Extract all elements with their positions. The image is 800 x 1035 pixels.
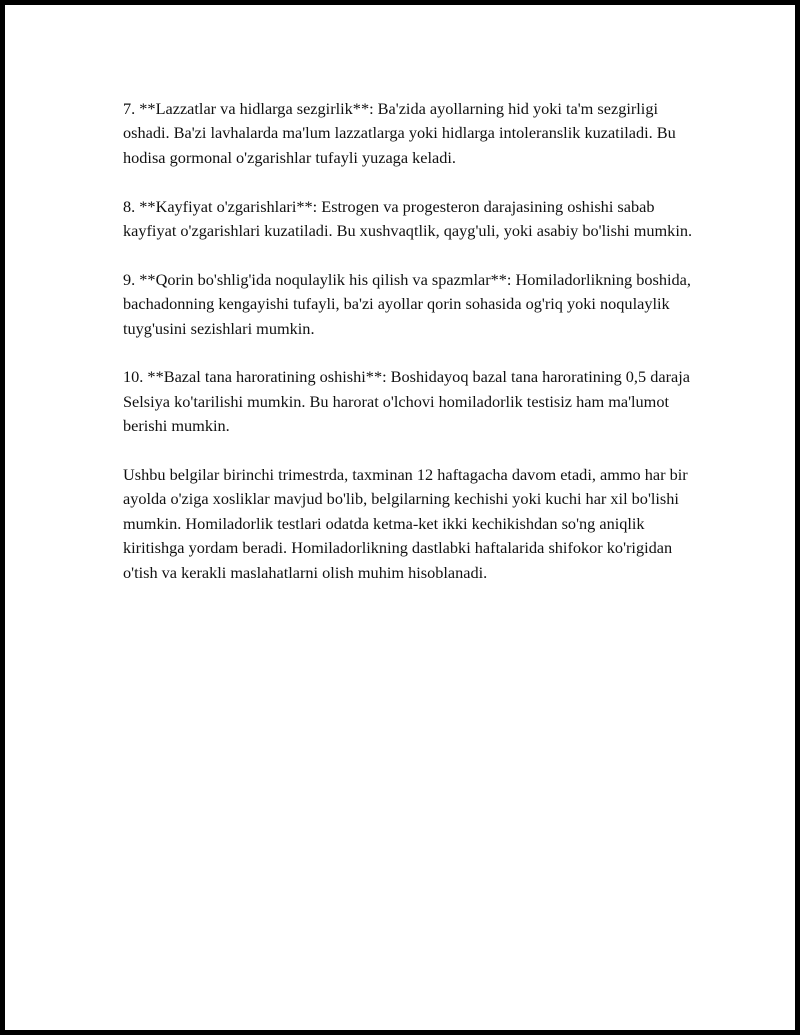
paragraph-summary: Ushbu belgilar birinchi trimestrda, taxminan 12 haftagacha davom etadi, ammo har bir ayolda o'ziga xosliklar mavjud bo'lib, belgilarning kechishi yoki kuchi har xil bo'lishi mumkin. Homiladorlik testlari odatda ketma-ket ikki kechikishdan so'ng aniqlik kiritishga yordam beradi. Homiladorlikning dastlabki haftalarida shifokor ko'rigidan o'tish va kerakli maslahatlarni olish muhim hisoblanadi. [123, 465, 688, 582]
paragraph-item-10: 10. **Bazal tana haroratining oshishi**: Boshidayoq bazal tana haroratining 0,5 daraja Selsiya ko'tarilishi mumkin. Bu harorat o'lchovi homiladorlik testisiz ham ma'lumot berishi mumkin. [123, 367, 690, 436]
document-body [123, 97, 695, 609]
paragraph-item-9: 9. **Qorin bo'shlig'ida noqulaylik his qilish va spazmlar**: Homiladorlikning boshida, bachadonning kengayishi tufayli, ba'zi ayollar qorin sohasida og'riq yoki noqulaylik tuyg'usini sezishlari mumkin. [123, 269, 691, 338]
paragraph-item-8: 8. **Kayfiyat o'zgarishlari**: Estrogen va progesteron darajasining oshishi sabab kayfiyat o'zgarishlari kuzatiladi. Bu xushvaqtlik, qayg'uli, yoki asabiy bo'lishi mumkin. [123, 196, 693, 241]
paragraph-item-7: 7. **Lazzatlar va hidlarga sezgirlik**: Ba'zida ayollarning hid yoki ta'm sezgirligi oshadi. Ba'zi lavhalarda ma'lum lazzatlarga yoki hidlarga intoleranslik kuzatiladi. Bu hodisa gormonal o'zgarishlar tufayli yuzaga keladi. [123, 99, 676, 167]
